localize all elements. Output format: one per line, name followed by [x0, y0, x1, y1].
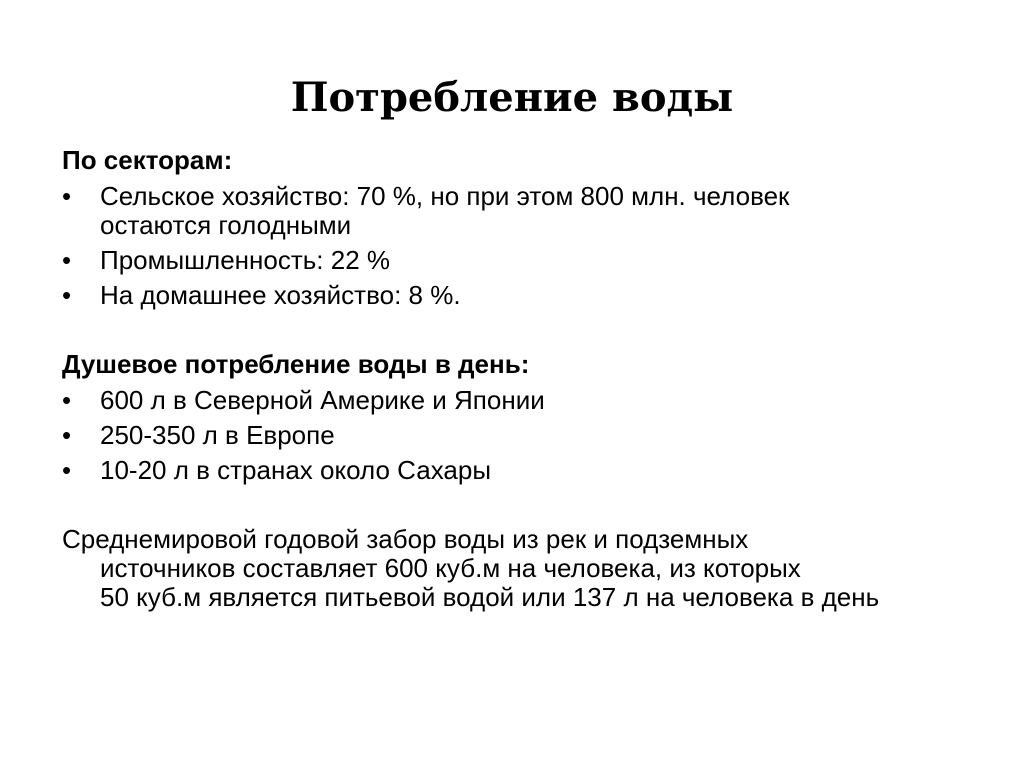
bullet-icon: •	[62, 385, 72, 415]
slide-body	[62, 146, 982, 612]
list-item	[62, 182, 982, 240]
bullet-icon: •	[62, 420, 72, 450]
per-capita-list	[62, 386, 982, 485]
list-item	[62, 281, 982, 310]
list-item	[62, 421, 982, 450]
spacer	[62, 316, 982, 350]
list-item	[62, 456, 982, 485]
sectors-list	[62, 182, 982, 310]
bullet-icon: •	[62, 280, 72, 310]
list-item	[62, 386, 982, 415]
bullet-icon: •	[62, 181, 72, 211]
summary-line-1: Среднемировой годовой забор воды из рек и подземных	[62, 524, 749, 554]
summary-paragraph	[62, 525, 982, 612]
list-item-text: Промышленность: 22 %	[100, 245, 390, 275]
summary-line-3: 50 куб.м является питьевой водой или 137 л на человека в день	[100, 582, 880, 612]
spacer	[62, 491, 982, 525]
list-item	[62, 246, 982, 275]
list-item-text: 10-20 л в странах около Сахары	[100, 455, 492, 485]
list-item-text: На домашнее хозяйство: 8 %.	[100, 280, 461, 310]
sectors-heading: По секторам:	[62, 145, 233, 175]
list-item-text: Сельское хозяйство: 70 %, но при этом 800 млн. человек остаются голодными	[100, 181, 790, 240]
slide-title: Потребление воды	[290, 74, 734, 121]
list-item-text: 600 л в Северной Америке и Японии	[100, 385, 545, 415]
per-capita-heading: Душевое потребление воды в день:	[62, 349, 530, 379]
list-item-text: 250-350 л в Европе	[100, 420, 335, 450]
summary-line-2: источников составляет 600 куб.м на человека, из которых	[100, 553, 801, 583]
bullet-icon: •	[62, 455, 72, 485]
bullet-icon: •	[62, 245, 72, 275]
